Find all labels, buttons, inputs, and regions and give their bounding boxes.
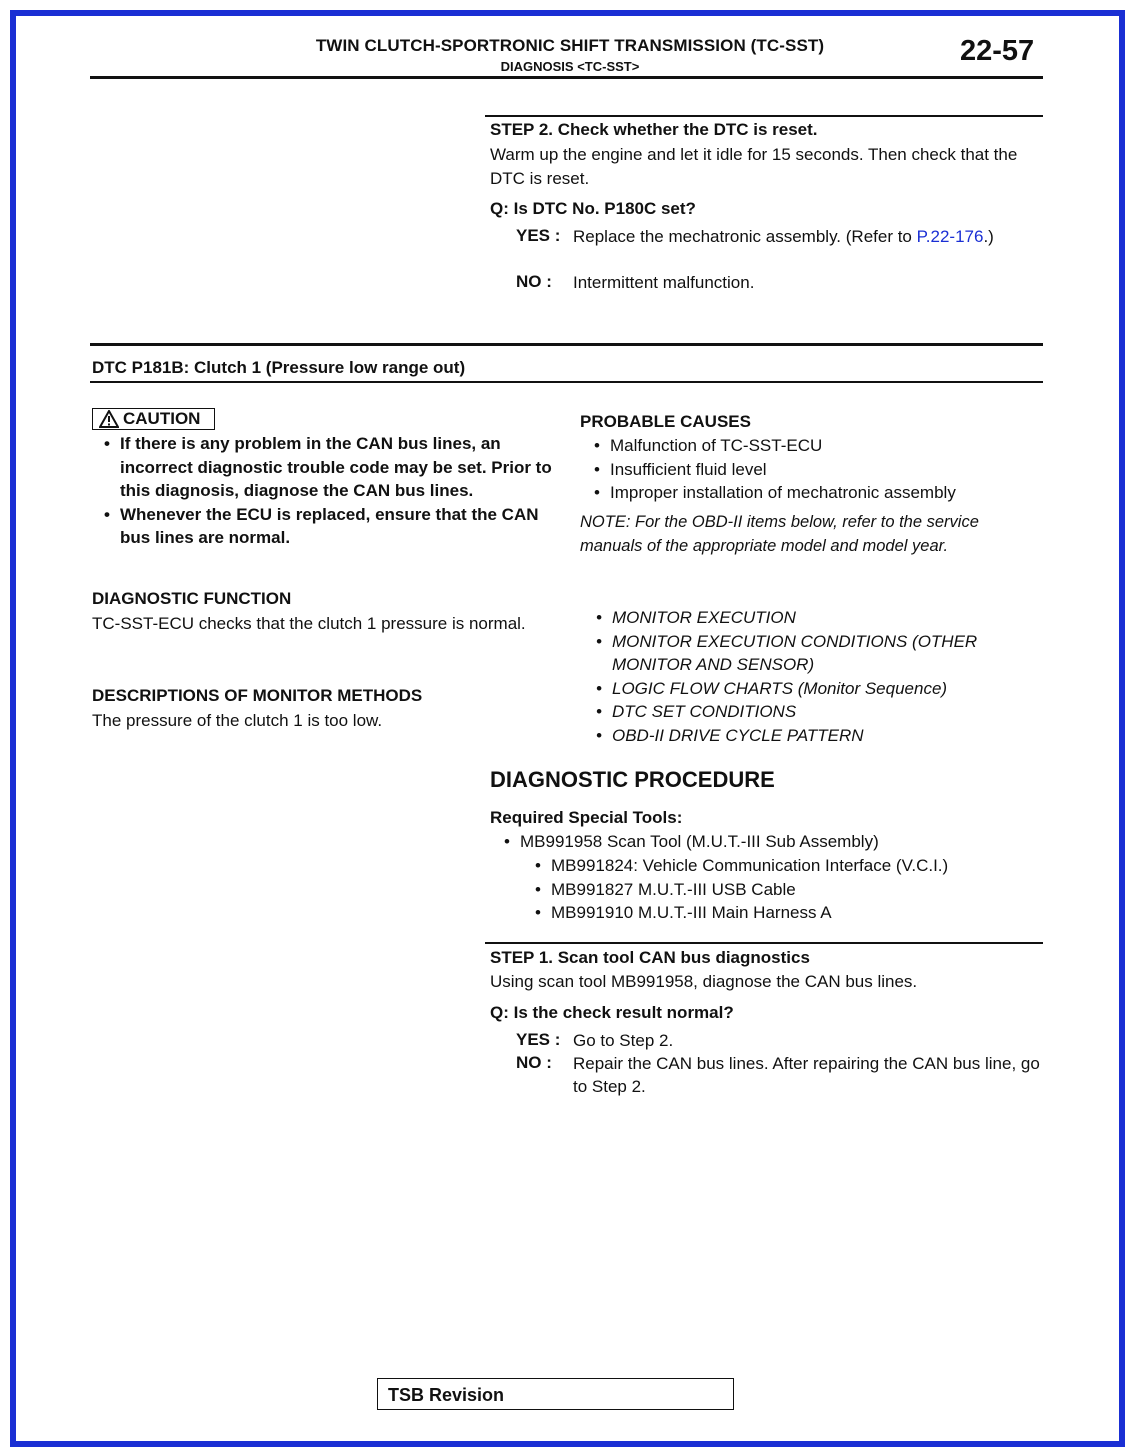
obd-item: • DTC SET CONDITIONS <box>592 700 1042 724</box>
probable-causes-title: PROBABLE CAUSES <box>580 412 751 431</box>
header-rule <box>90 76 1043 79</box>
obd-item: • MONITOR EXECUTION CONDITIONS (OTHER MONITOR AND SENSOR) <box>592 630 1042 677</box>
step2-yes-label: YES : <box>516 226 561 245</box>
dtc-title: DTC P181B: Clutch 1 (Pressure low range out) <box>92 358 466 377</box>
tool-item: • MB991958 Scan Tool (M.U.T.-III Sub Assembly) <box>500 830 1040 854</box>
step2-yes-link[interactable]: P.22-176 <box>916 227 984 246</box>
step2-question: Q: Is DTC No. P180C set? <box>490 199 696 218</box>
monitor-methods-title: DESCRIPTIONS OF MONITOR METHODS <box>92 686 423 705</box>
step1-no-label: NO : <box>516 1053 552 1072</box>
caution-label: CAUTION <box>123 409 201 428</box>
tools-sublist <box>531 854 1041 925</box>
step2-title: STEP 2. Check whether the DTC is reset. <box>490 120 818 139</box>
step1-no-text: Repair the CAN bus lines. After repairing the CAN bus line, go to Step 2. <box>573 1054 1040 1096</box>
step1-yes-text: Go to Step 2. <box>573 1031 674 1050</box>
page-number: 22-57 <box>960 35 1035 67</box>
step2-yes-text <box>573 225 1033 248</box>
caution-badge <box>92 408 215 430</box>
tools-list <box>500 830 1040 854</box>
step1-question: Q: Is the check result normal? <box>490 1003 734 1022</box>
diagnostic-function-title: DIAGNOSTIC FUNCTION <box>92 589 292 608</box>
obd-item: • OBD-II DRIVE CYCLE PATTERN <box>592 724 1042 748</box>
caution-list <box>100 432 555 550</box>
step1-title: STEP 1. Scan tool CAN bus diagnostics <box>490 948 810 967</box>
step1-top-rule <box>485 942 1043 944</box>
probable-causes-list <box>590 434 1040 505</box>
obd-item: • LOGIC FLOW CHARTS (Monitor Sequence) <box>592 677 1042 701</box>
caution-item: • If there is any problem in the CAN bus lines, an incorrect diagnostic trouble code may be set. Prior to this diagnosis, diagnose the CAN bus lines. <box>100 432 555 503</box>
diagnostic-procedure-title: DIAGNOSTIC PROCEDURE <box>490 767 775 792</box>
header-subtitle: DIAGNOSIS <TC-SST> <box>500 59 640 74</box>
tool-subitem: • MB991827 M.U.T.-III USB Cable <box>531 878 1041 902</box>
step2-no-label: NO : <box>516 272 552 291</box>
header-title: TWIN CLUTCH-SPORTRONIC SHIFT TRANSMISSION (TC-SST) <box>315 36 825 55</box>
obd-item: • MONITOR EXECUTION <box>592 606 1042 630</box>
tool-subitem: • MB991824: Vehicle Communication Interface (V.C.I.) <box>531 854 1041 878</box>
tool-subitem: • MB991910 M.U.T.-III Main Harness A <box>531 901 1041 925</box>
step1-body: Using scan tool MB991958, diagnose the CAN bus lines. <box>490 972 918 991</box>
tsb-revision-box: TSB Revision <box>377 1378 734 1410</box>
step2-top-rule <box>485 115 1043 117</box>
step2-no-text: Intermittent malfunction. <box>573 273 755 292</box>
obd-note: NOTE: For the OBD-II items below, refer to the service manuals of the appropriate model and model year. <box>580 513 979 555</box>
monitor-methods-body: The pressure of the clutch 1 is too low. <box>92 711 383 730</box>
dtc-top-rule <box>90 343 1043 346</box>
step1-yes-label: YES : <box>516 1030 561 1049</box>
step2-body: Warm up the engine and let it idle for 15 seconds. Then check that the DTC is reset. <box>490 145 1018 188</box>
caution-item: • Whenever the ECU is replaced, ensure that the CAN bus lines are normal. <box>100 503 555 550</box>
warning-triangle-icon <box>99 410 119 428</box>
dtc-bottom-rule <box>90 381 1043 383</box>
step2-yes-text-main: Replace the mechatronic assembly. (Refer to <box>573 227 917 246</box>
cause-item: • Malfunction of TC-SST-ECU <box>590 434 1040 458</box>
required-tools-title: Required Special Tools: <box>490 808 683 827</box>
step2-yes-tail: .) <box>983 227 994 246</box>
cause-item: • Insufficient fluid level <box>590 458 1040 482</box>
cause-item: • Improper installation of mechatronic assembly <box>590 481 1040 505</box>
diagnostic-function-body: TC-SST-ECU checks that the clutch 1 pressure is normal. <box>92 614 526 633</box>
obd-items-list <box>592 606 1042 747</box>
